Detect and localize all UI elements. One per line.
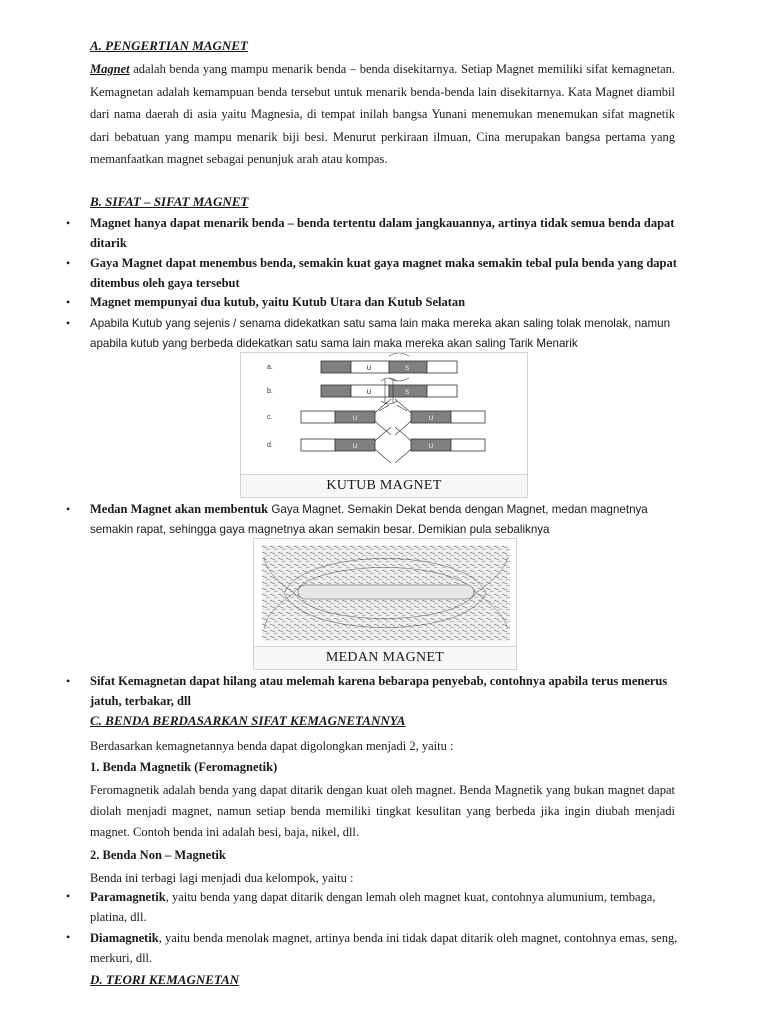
row-label-d: d. [267,442,273,449]
medan-magnet-figure [253,538,517,670]
row-label-b: b. [267,388,273,395]
bullet-icon: • [66,930,71,944]
pole-label: S [404,366,410,372]
row-label-a: a. [267,364,273,371]
magnet-pair-b [321,378,457,404]
medan-magnet-image [254,539,516,647]
section-b-heading: B. SIFAT – SIFAT MAGNET [90,194,249,209]
diamagnetik-term: Diamagnetik [90,931,159,945]
sifat-bullet-1: Magnet hanya dapat menarik benda – benda tertentu dalam jangkauannya, artinya tidak semua benda dapat ditarik [90,216,675,250]
pole-label: U [428,444,434,450]
kutub-magnet-caption: KUTUB MAGNET [241,474,527,497]
paramagnetik-term: Paramagnetik [90,890,166,904]
bullet-icon: • [66,216,71,230]
row-label-c: c. [267,414,273,421]
bullet-icon: • [66,674,71,688]
bar-magnet [298,585,474,599]
bullet-icon: • [66,889,71,903]
magnet-term: Magnet [90,62,130,76]
magnet-pair-a [321,353,457,381]
pole-label: U [352,444,358,450]
benda-magnetik-body: Feromagnetik adalah benda yang dapat ditarik dengan kuat oleh magnet. Benda Magnetik yang bukan magnet dapat diolah menjadi magnet, namun setiap benda memiliki tingkat kesulitan yang berbeda jika ingin diubah menjadi magnet. Contoh benda ini adalah besi, baja, nikel, dll. [90,783,675,839]
benda-non-magnetik-subheading: 2. Benda Non – Magnetik [90,848,226,862]
kutub-magnet-figure [240,352,528,498]
diamagnetik-item [90,928,680,968]
sifat-bullet-6: Sifat Kemagnetan dapat hilang atau melemah karena bebarapa penyebab, contohnya apabila terus menerus jatuh, terbakar, dll [90,674,668,708]
section-d-heading: D. TEORI KEMAGNETAN [90,972,240,987]
medan-magnet-caption: MEDAN MAGNET [254,646,516,669]
benda-magnetik-subheading: 1. Benda Magnetik (Feromagnetik) [90,760,278,774]
diamagnetik-desc: , yaitu benda menolak magnet, artinya benda ini tidak dapat ditarik oleh magnet, contohnya emas, seng, merkuri, dll. [90,931,678,965]
pole-label: S [404,390,410,396]
sifat-bullet-4: Apabila Kutub yang sejenis / senama didekatkan satu sama lain maka mereka akan saling tolak menolak, namun apabila kutub yang berbeda didekatkan satu sama lain maka mereka akan saling Tarik Menarik [90,317,671,350]
medan-magnet-term: Medan Magnet akan membentuk [90,502,269,516]
section-a-heading: A. PENGERTIAN MAGNET [90,38,248,53]
section-c-heading: C. BENDA BERDASARKAN SIFAT KEMAGNETANNYA [90,713,406,728]
magnet-pair-d [301,427,485,463]
kutub-magnet-diagram [241,353,527,473]
magnet-pair-c [301,399,485,435]
sifat-bullet-3: Magnet mempunyai dua kutub, yaitu Kutub Utara dan Kutub Selatan [90,295,466,309]
pole-label: U [352,416,358,422]
section-c-intro: Berdasarkan kemagnetannya benda dapat digolongkan menjadi 2, yaitu : [90,739,454,753]
pole-label: U [428,416,434,422]
section-a-paragraph [90,58,675,171]
sifat-bullet-5-body: Gaya Magnet. Semakin Dekat benda dengan Magnet, medan magnetnya semakin rapat, sehingga gaya magnetnya akan semakin besar. Demikian pula sebaliknya [90,503,648,536]
pole-label: U [366,366,372,372]
sifat-bullet-2: Gaya Magnet dapat menembus benda, semakin kuat gaya magnet maka semakin tebal pula benda yang dapat ditembus oleh gaya tersebut [90,256,677,290]
bullet-icon: • [66,502,71,516]
bullet-icon: • [66,256,71,270]
sifat-bullet-5 [90,500,670,539]
benda-non-magnetik-body: Benda ini terbagi lagi menjadi dua kelompok, yaitu : [90,871,354,885]
bullet-icon: • [66,316,71,330]
paramagnetik-desc: , yaitu benda yang dapat ditarik dengan lemah oleh magnet kuat, contohnya alumunium, tembaga, platina, dll. [90,890,656,924]
section-a-body: adalah benda yang mampu menarik benda – benda disekitarnya. Setiap Magnet memiliki sifat kemagnetan. Kemagnetan adalah kemampuan benda tersebut untuk menarik benda-benda lain disekitarnya. Kata Magnet diambil dari nama daerah di asia yaitu Magnesia, di tempat inilah bangsa Yunani menemukan menemukan sifat magnetik dari bebatuan yang mampu menarik biji besi. Menurut perkiraan ilmuan, Cina merupakan bangsa pertama yang memanfaatkan magnet sebagai penunjuk arah atau kompas. [90,62,675,166]
paramagnetik-item [90,887,680,927]
bullet-icon: • [66,295,71,309]
pole-label: U [366,390,372,396]
